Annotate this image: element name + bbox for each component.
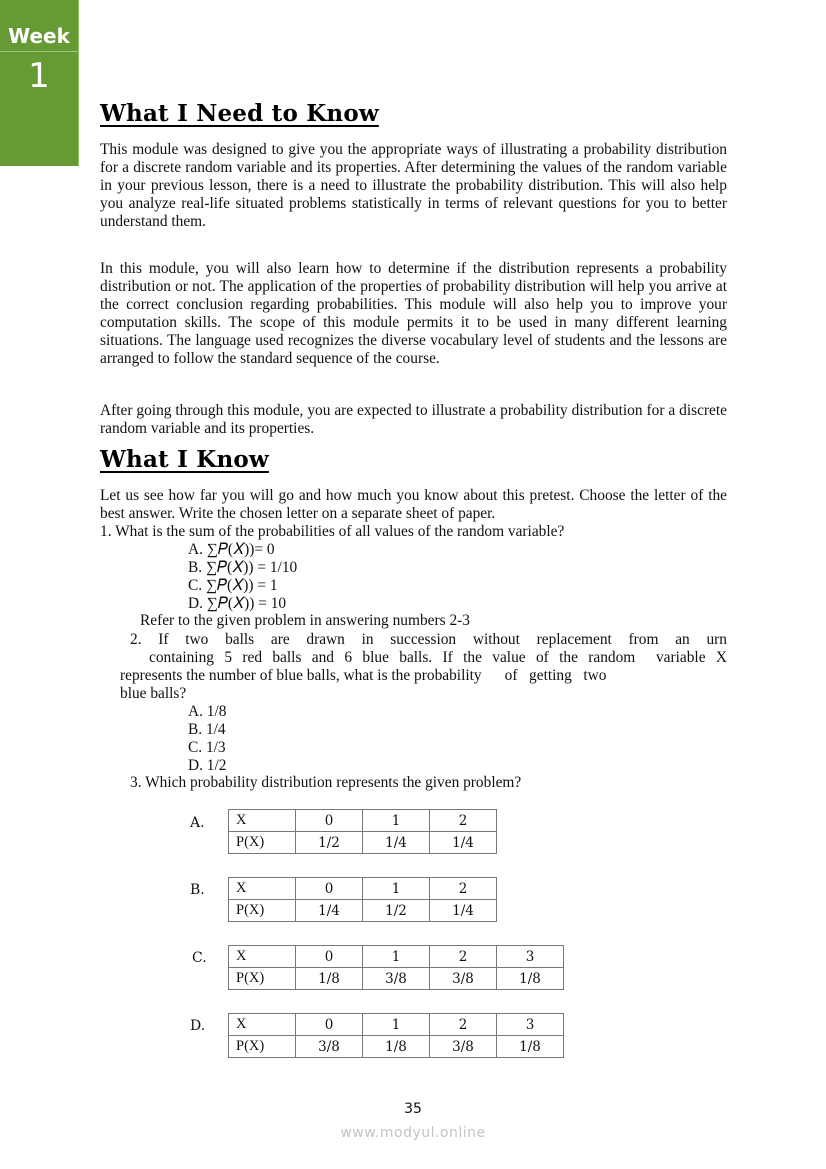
x-value: 1 (363, 1014, 430, 1036)
watermark: www.modyul.online (340, 1125, 486, 1141)
distribution-table-c (228, 945, 564, 990)
q1-option-c: C. ∑𝑃(𝑋)) = 1 (188, 577, 278, 594)
x-value: 0 (296, 946, 363, 968)
p-value: 1/8 (497, 1036, 564, 1058)
q1-option-a: A. ∑𝑃(𝑋))= 0 (188, 541, 275, 558)
q2-option-b: B. 1/4 (188, 721, 226, 738)
table-row (229, 832, 497, 854)
question-1: 1. What is the sum of the probabilities of all values of the random variable? (100, 523, 565, 540)
p-value: 1/8 (363, 1036, 430, 1058)
distribution-table-a (228, 809, 497, 854)
p-value: 3/8 (430, 968, 497, 990)
refer-note: Refer to the given problem in answering numbers 2-3 (140, 612, 470, 629)
question-2-line-3: represents the number of blue balls, what is the probability of getting two (120, 667, 607, 684)
table-row (229, 810, 497, 832)
x-value: 0 (296, 810, 363, 832)
x-value: 0 (296, 878, 363, 900)
section1-body-2 (100, 260, 727, 368)
p-value: 1/8 (296, 968, 363, 990)
section-title-what-i-know: What I Know (100, 446, 269, 473)
x-label: X (229, 810, 296, 832)
p-label: P(X) (229, 968, 296, 990)
question-2-line-1: 2. If two balls are drawn in succession without replacement from an urn (130, 631, 727, 648)
table-row (229, 878, 497, 900)
x-value: 2 (430, 946, 497, 968)
pretest-intro (100, 487, 727, 523)
q2-option-a: A. 1/8 (188, 703, 227, 720)
p-value: 1/4 (296, 900, 363, 922)
paragraph-3: After going through this module, you are expected to illustrate a probability distribution for a discrete random variable and its properties. (100, 402, 727, 437)
table-d-letter: D. (190, 1018, 206, 1034)
week-number: 1 (28, 56, 50, 96)
p-label: P(X) (229, 832, 296, 854)
q2-option-d: D. 1/2 (188, 757, 227, 774)
table-row (229, 900, 497, 922)
p-value: 3/8 (363, 968, 430, 990)
q1-option-b: B. ∑𝑃(𝑋)) = 1/10 (188, 559, 298, 576)
p-value: 1/2 (363, 900, 430, 922)
p-value: 3/8 (296, 1036, 363, 1058)
section1-body-3 (100, 402, 727, 438)
table-row (229, 968, 564, 990)
p-value: 1/8 (497, 968, 564, 990)
question-2-line-2: containing 5 red balls and 6 blue balls. If the value of the random variable X (149, 649, 727, 666)
x-value: 2 (430, 878, 497, 900)
page-number: 35 (404, 1101, 422, 1117)
x-value: 0 (296, 1014, 363, 1036)
x-value: 1 (363, 946, 430, 968)
p-value: 1/4 (430, 900, 497, 922)
paragraph-1: This module was designed to give you the appropriate ways of illustrating a probability distribution for a discrete random variable and its properties. After determining the values of the random variable in your previous lesson, there is a need to illustrate the probability distribution. This will also help you analyze real-life situated problems statistically in terms of relevant questions for you to better understand them. (100, 141, 727, 230)
x-value: 3 (497, 946, 564, 968)
paragraph-2: In this module, you will also learn how to determine if the distribution represents a probability distribution or not. The application of the properties of probability distribution will help you arrive at the correct conclusion regarding probabilities. This module will also help you to improve your computation skills. The scope of this module permits it to be used in many different learning situations. The language used recognizes the diverse vocabulary level of students and the lessons are arranged to follow the standard sequence of the course. (100, 260, 727, 367)
section-title-what-i-need-to-know: What I Need to Know (100, 100, 379, 127)
x-value: 1 (363, 810, 430, 832)
question-3: 3. Which probability distribution represents the given problem? (130, 774, 522, 791)
intro-paragraph: Let us see how far you will go and how much you know about this pretest. Choose the letter of the best answer. Write the chosen letter on a separate sheet of paper. (100, 487, 727, 522)
distribution-table-d (228, 1013, 564, 1058)
distribution-table-b (228, 877, 497, 922)
x-label: X (229, 1014, 296, 1036)
p-label: P(X) (229, 1036, 296, 1058)
x-label: X (229, 878, 296, 900)
x-value: 2 (430, 810, 497, 832)
p-value: 1/4 (363, 832, 430, 854)
table-a-letter: A. (190, 815, 205, 831)
table-c-letter: C. (192, 950, 207, 966)
x-value: 3 (497, 1014, 564, 1036)
p-label: P(X) (229, 900, 296, 922)
p-value: 1/2 (296, 832, 363, 854)
q2-option-c: C. 1/3 (188, 739, 226, 756)
table-row (229, 1014, 564, 1036)
table-row (229, 1036, 564, 1058)
x-value: 1 (363, 878, 430, 900)
week-label: Week (0, 0, 78, 52)
table-b-letter: B. (190, 882, 205, 898)
p-value: 1/4 (430, 832, 497, 854)
question-2-line-4: blue balls? (120, 685, 187, 702)
question-2-options (188, 703, 226, 775)
x-label: X (229, 946, 296, 968)
x-value: 2 (430, 1014, 497, 1036)
week-tab (0, 0, 79, 166)
table-row (229, 946, 564, 968)
q1-option-d: D. ∑𝑃(𝑋)) = 10 (188, 595, 287, 612)
p-value: 3/8 (430, 1036, 497, 1058)
section1-body (100, 141, 727, 231)
question-1-options (188, 541, 297, 613)
